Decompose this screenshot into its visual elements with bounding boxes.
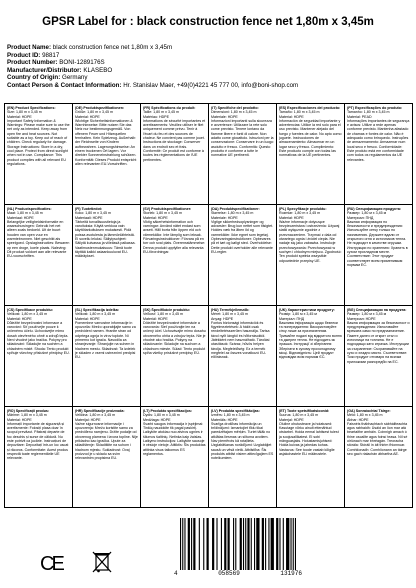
section-heading: (PT) Especificações do produto: xyxy=(347,106,403,110)
section-line: Koko: 1,80 m x 3,45 m xyxy=(75,211,111,216)
ean-barcode xyxy=(178,518,298,570)
section-line: Medžiaga: HDPE xyxy=(143,417,171,422)
meta-row xyxy=(7,67,411,75)
language-section xyxy=(209,104,277,205)
barcode-bar xyxy=(271,518,274,570)
language-section xyxy=(209,205,277,306)
language-sections-grid xyxy=(4,103,413,508)
language-section xyxy=(141,205,209,306)
section-body: Важлива інформація щодо безпеки та попередження: Використовуйте сітку лише за призначенням. Тримайте подалі від відкритого вогню та джерел тепла. Не підходить як іграшка. Інструкції зі зберігання: Зберігати в сухому прохолодному місці. Відповідність: Цей продукт відповідає всім нормам ЄС. xyxy=(279,320,342,360)
section-line: Méret: 1,80 m x 3,45 m xyxy=(211,312,248,317)
barcode-bar xyxy=(188,518,190,570)
section-body: Важна информация за безопасност и предупреждения: Използвайте мрежата само по предназначение. Пазете далеч от открит огън и източници на топлина. Не е подходящо като играчка. Инструкции за съхранение: Съхранявайте на сухо и хладно място. Съответствие: Този продукт отговаря на всички приложими разпоредби на ЕС. xyxy=(347,320,410,364)
page-title: GPSR Label for : black construction fence net 1,80m x 3,45m xyxy=(42,16,374,28)
language-section xyxy=(141,104,209,205)
section-line: Anyag: HDPE xyxy=(211,316,234,321)
section-line: Материал: HDPE xyxy=(347,316,376,321)
section-line: Material: HDPE xyxy=(75,316,100,321)
barcode-bar xyxy=(233,518,234,570)
section-body: Oluline ohutusteave ja hoiatused: Kasutage võrku ainult ettenähtud otstarbel. Hoida eemal lahtisest tulest ja soojusallikatest. Ei sobi mänguasjaks. Hoiustamisjuhised: Hoida kuivas ja jahedas kohas. Vastavus: See toode vastab kõigile asjakohastele ELi määrustele. xyxy=(279,421,339,456)
section-heading: (LV) Produkta specifikācijas: xyxy=(211,409,260,413)
language-section xyxy=(209,407,277,508)
barcode-bar xyxy=(276,518,278,570)
meta-value: black construction fence net 1,80m x 3,45m xyxy=(52,44,173,51)
meta-value: Hr. Stanislav Maer, +49(0)4221 45 777 00, info@boni-shop.com xyxy=(123,81,299,89)
section-body: Informations de sécurité importantes et avertissements: Veuillez utiliser le filet uniquement comme prévu. Tenir à l'écart du feu et des sources de chaleur. Ne convient pas comme jouet. Instructions de stockage: Conserver dans un endroit sec et frais. Conformité: Ce produit est conforme à toutes les réglementations de l'UE pertinentes. xyxy=(143,118,206,162)
section-body: Važne sigurnosne informacije i upozorenja: Mrežu koristite samo za predviđenu namjenu. Držite podalje od otvorenog plamena i izvora topline. Nije prikladno kao igračka. Upute za skladištenje: Skladištite na suhom i hladnom mjestu. Sukladnost: Ovaj proizvod je u skladu sa svim relevantnim propisima EU. xyxy=(75,421,138,461)
meta-label: Product ID: xyxy=(7,51,41,59)
section-body: Wichtige Sicherheitsinformationen & Warnhinweise: Bitte nutzen Sie das Netz nur bestimmungsgemäß. Von offenem Feuer und Hitzequellen fernhalten. Kein Spielzeug. Außerhalb der Reichweite von Kindern aufbewahren. Lagerungshinweise: An einem trockenen Ort lagern. Vor direkter Sonneneinstrahlung schützen. Konformität: Dieses Produkt entspricht allen relevanten EU-Vorschriften. xyxy=(75,118,137,166)
section-line: Material: HDPE xyxy=(7,114,32,119)
section-line: Suurus: 1,80 m x 3,45 m xyxy=(279,413,319,418)
barcode-bar xyxy=(212,518,214,570)
section-heading: (SV) Produktspecifikationer: xyxy=(143,207,192,211)
barcode-bar xyxy=(256,518,259,570)
section-line: Матеріал: ПНД xyxy=(279,316,305,321)
section-line: Materiāls: HDPE xyxy=(211,417,238,422)
section-line: Tamaño: 1,80 m x 3,45 m xyxy=(279,110,320,115)
barcode-bar xyxy=(279,518,280,570)
barcode-digits xyxy=(174,570,302,577)
barcode-bar xyxy=(216,518,217,570)
section-heading: (RU) Спецификация продукта: xyxy=(347,207,402,211)
barcode-bar xyxy=(182,518,183,570)
section-line: Dimensioni: 1,80 m x 3,45 m xyxy=(211,110,257,115)
section-heading: (IT) Specifiche del prodotto: xyxy=(211,106,259,110)
language-section xyxy=(73,104,141,205)
section-body: Información de seguridad importante y advertencias: Utilice la red solo para el uso previsto. Mantener alejado del fuego y fuentes de calor. No apto como juguete. Instrucciones de almacenamiento: Almacenar en un lugar seco y fresco. Cumplimiento: Este producto cumple con todas las normativas de la UE pertinentes. xyxy=(279,118,342,158)
section-heading: (FI) Tuotetiedot: xyxy=(75,207,103,211)
barcode-bar xyxy=(221,518,222,570)
section-heading: (DE) Produktspezifikationen: xyxy=(75,106,125,110)
meta-value: KLASEBO xyxy=(83,66,113,74)
language-section xyxy=(277,407,345,508)
section-line: Materiał: HDPE xyxy=(279,215,304,220)
section-body: Faisnéis thábhachtach sábháilteachta agus rabhaidh: Úsáid an líon mar atá beartaithe amháin. Coinnigh amach ó thine oscailte agus foinsí teasa. Níl sé oiriúnach mar bhréagán. Treoracha stórála: Stóráil in áit thirim fhionnuar. Comhlíonadh: Comhlíonann an táirge seo gach rialachán ábhartha AE. xyxy=(347,421,408,456)
section-heading: (FR) Spécifications du produit: xyxy=(143,106,196,110)
barcode-bar xyxy=(193,518,195,570)
meta-row xyxy=(7,44,411,52)
barcode-bar xyxy=(180,518,181,570)
section-line: Méid: 1,80 m x 3,45 m xyxy=(347,413,383,418)
section-line: Izmērs: 1,80 m x 3,45 m xyxy=(211,413,250,418)
language-section xyxy=(141,407,209,508)
section-line: Materiaali: HDPE xyxy=(75,215,103,220)
section-body: Svarbi saugos informacija ir įspėjimai: Tinklą naudokite tik pagal paskirtį. Laikykite atokiau nuo atviros ugnies ir šilumos šaltinių. Netinka kaip žaislas. Laikymo instrukcijos: Laikykite sausoje ir vėsioje vietoje. Atitiktis: Šis produktas atitinka visus taikomus ES reglamentus. xyxy=(143,421,206,456)
meta-label: Product Number: xyxy=(7,59,58,67)
barcode-bar xyxy=(286,518,289,570)
barcode-bar xyxy=(235,518,236,570)
section-heading: (CS) Specifikace produktu: xyxy=(7,308,53,312)
section-line: Material: HDPE xyxy=(143,215,168,220)
barcode-bar xyxy=(290,518,291,570)
section-line: Größe: 1,80 m x 3,45 m xyxy=(75,110,113,115)
crossed-out-wheelie-bin-icon xyxy=(91,550,113,574)
language-section xyxy=(209,306,277,407)
barcode-bar xyxy=(203,518,204,570)
section-line: Storlek: 1,80 m x 3,45 m xyxy=(143,211,182,216)
section-line: Materiale: HDPE xyxy=(211,114,238,119)
product-meta xyxy=(7,44,411,90)
section-line: Velikost: 1,80 m x 3,45 m xyxy=(75,312,116,317)
language-section xyxy=(345,306,413,407)
section-line: Materijal: HDPE xyxy=(75,417,101,422)
language-section xyxy=(5,205,73,306)
meta-label: Manufacturer/Distributor: xyxy=(7,66,82,74)
barcode-digit-group: 058569 xyxy=(218,570,240,577)
barcode-bar xyxy=(268,518,269,570)
language-section xyxy=(277,104,345,205)
barcode-bar xyxy=(243,518,244,570)
language-section xyxy=(277,205,345,306)
section-heading: (HU) Termékjellemzők: xyxy=(211,308,250,312)
section-line: Material: HDPE xyxy=(279,114,304,119)
section-line: Material: HDPE xyxy=(7,417,32,422)
language-section xyxy=(5,306,73,407)
section-line: Размер: 1,80 м x 3,45 м xyxy=(347,211,387,216)
section-heading: (HR) Specifikacije proizvoda: xyxy=(75,409,125,413)
section-heading: (ES) Especificaciones del producto: xyxy=(279,106,341,110)
meta-label: Country of Origin: xyxy=(7,74,61,82)
section-line: Veľkosť: 1,80 m x 3,45 m xyxy=(143,312,183,317)
section-body: Informazioni importanti sulla sicurezza e avvertenze: Utilizzare la rete solo come previsto. Tenere lontano da fiamme libere e fonti di calore. Non adatto come giocattolo. Istruzioni per la conservazione: Conservare in un luogo asciutto e fresco. Conformità: Questo prodotto è conforme a tutte le normative UE pertinenti. xyxy=(211,118,274,158)
language-section xyxy=(141,306,209,407)
barcode-bar xyxy=(262,518,264,570)
section-line: Mărime: 1,80 m x 3,45 m xyxy=(7,413,47,418)
section-line: Maat: 1,80 m x 3,45 m xyxy=(7,211,43,216)
section-body: Important Safety Information & Warnings: Please make sure to use the net only as intended. Keep away from open fire and heat sources. Not suitable as a toy. Keep out of reach of children. Check regularly for damage. Storage Instructions: Store in a dry, cool place. Protect from direct sunlight when not in use. Compliance: This product complies with all relevant EU regulations. xyxy=(7,118,70,166)
language-section xyxy=(345,205,413,306)
section-body: Belangrijke veiligheidsinformatie en waarschuwingen: Gebruik het net alleen zoals bedoeld. Uit de buurt houden van open vuur en warmtebronnen. Niet geschikt als speelgoed. Opslaginstructies: Bewaren op een droge, koele plaats. Naleving: Dit product voldoet aan alle relevante EU-voorschriften. xyxy=(7,219,70,259)
section-heading: (BG) Спецификации на продукта: xyxy=(347,308,407,312)
barcode-bar xyxy=(228,518,230,570)
section-line: Matériau: HDPE xyxy=(143,114,169,119)
section-line: Materjal: HDPE xyxy=(279,417,304,422)
section-heading: (PL) Specyfikacje produktu: xyxy=(279,207,327,211)
section-body: Dôležité bezpečnostné informácie a varovania: Sieť používajte len na určený účel. Uchovávajte mimo dosahu otvoreného ohňa a zdrojov tepla. Nie je vhodné ako hračka. Pokyny na skladovanie: Skladujte na suchom a chladnom mieste. Súlad: Tento produkt spĺňa všetky príslušné predpisy EÚ. xyxy=(143,320,206,355)
barcode-bar xyxy=(207,518,209,570)
section-line: Materiál: HDPE xyxy=(143,316,168,321)
section-body: Informații importante de siguranță și avertismente: Folosiți plasa doar în scopul prevăzut. Păstrați departe de foc deschis și surse de căldură. Nu este potrivit ca jucărie. Instrucțiuni de depozitare: Depozitați într-un loc uscat și răcoros. Conformitate: Acest produs respectă toate reglementările UE relevante. xyxy=(7,421,69,461)
meta-value: BONI-1289176S xyxy=(59,59,105,67)
section-line: Розмір: 1,80 м x 3,45 м xyxy=(279,312,317,317)
section-heading: (ET) Toote spetsifikatsioonid: xyxy=(279,409,330,413)
section-body: Fontos biztonsági információk és figyelmeztetések: A hálót csak rendeltetésszerűen használja. Tartsa távol nyílt lángtól és hőforrásoktól. Játékként nem használható. Tárolási utasítások: Száraz, hűvös helyen tárolja. Megfelelőség: Ez a termék megfelel az összes vonatkozó EU-előírásnak. xyxy=(211,320,270,360)
language-section xyxy=(345,104,413,205)
section-body: Ważne informacje dotyczące bezpieczeństwa i ostrzeżenia: Używaj siatki wyłącznie zgodnie z przeznaczeniem. Trzymać z dala od otwartego ognia i źródeł ciepła. Nie nadaje się jako zabawka. Instrukcje przechowywania: Przechowywać w suchym i chłodnym miejscu. Zgodność: Ten produkt spełnia wszystkie odpowiednie przepisy UE. xyxy=(279,219,342,263)
section-heading: (EN) Product Specifications: xyxy=(7,106,56,110)
language-section xyxy=(345,407,413,508)
section-body: Pomembne varnostne informacije in opozorila: Mrežo uporabljajte samo za predvideni namen. Hranite stran od odprtega ognja in virov toplote. Ni primerno kot igrača. Navodila za shranjevanje: Shranjujte na suhem in hladnem mestu. Skladnost: Ta izdelek je skladen z vsemi ustreznimi predpisi EU. xyxy=(75,320,136,360)
section-line: Dydis: 1,80 m x 3,45 m xyxy=(143,413,180,418)
language-section xyxy=(73,205,141,306)
meta-label: Contact Person & Contact Information: xyxy=(7,81,122,89)
section-heading: (NL) Productspecificaties: xyxy=(7,207,52,211)
barcode-bar xyxy=(199,518,200,570)
section-heading: (RO) Specificații produs: xyxy=(7,409,50,413)
section-line: Materiaal: HDPE xyxy=(7,215,34,220)
barcode-digit-group: 4 xyxy=(174,570,178,577)
section-body: Важная информация по безопасности и предупреждения: Используйте сетку только по назначению. Держите вдали от открытого огня и источников тепла. Не подходит в качестве игрушки. Инструкции по хранению: Хранить в сухом прохладном месте. Соответствие: Этот продукт соответствует всем применимым нормам ЕС. xyxy=(347,219,408,267)
section-line: Material: PEAD xyxy=(347,114,372,119)
meta-row xyxy=(7,52,411,60)
section-line: Tamanho: 1,80 m x 3,45 m xyxy=(347,110,390,115)
section-heading: (DA) Produktspecifikationer: xyxy=(211,207,260,211)
barcode-bar xyxy=(283,518,284,570)
section-line: Размер: 1,80 м x 3,45 м xyxy=(347,312,387,317)
barcode-bar xyxy=(295,518,296,570)
meta-value: 98817 xyxy=(42,51,60,59)
language-section xyxy=(5,104,73,205)
language-section xyxy=(73,407,141,508)
section-line: Velikost: 1,80 m x 3,45 m xyxy=(7,312,48,317)
meta-row xyxy=(7,82,411,90)
barcode-digit-group: 131976 xyxy=(280,570,302,577)
meta-value: Germany xyxy=(62,74,88,82)
section-body: Viktig säkerhetsinformation och varningar: Använd nätet endast som avsett. Håll borta från öppen eld och värmekällor. Inte lämplig som leksak. Förvaringsinstruktioner: Förvara på en torr och sval plats. Överensstämmelse: Denna produkt uppfyller alla relevanta EU-förordningar. xyxy=(143,219,206,254)
barcode-bar xyxy=(247,518,249,570)
language-section xyxy=(5,407,73,508)
section-body: Důležité bezpečnostní informace a varování: Síť používejte pouze k určenému účelu. Uchovávejte mimo dosah otevřeného ohně a zdrojů tepla. Není vhodné jako hračka. Pokyny pro skladování: Skladujte na suchém a chladném místě. Shoda: Tento produkt splňuje všechny příslušné předpisy EU. xyxy=(7,320,70,355)
barcode-bar xyxy=(245,518,246,570)
barcode-bar xyxy=(251,518,252,570)
barcode-bar xyxy=(224,518,226,570)
barcode-bar xyxy=(254,518,255,570)
section-body: Vigtige sikkerhedsoplysninger og advarsler: Brug kun nettet som tilsigtet. Holdes væk fra åben ild og varmekilder. Ikke egnet som legetøj. Opbevaringsinstruktioner: Opbevares på et tørt og køligt sted. Overholdelse: Dette produkt overholder alle relevante EU-regler. xyxy=(211,219,274,254)
language-section xyxy=(73,306,141,407)
section-line: Størrelse: 1,80 m x 3,45 m xyxy=(211,211,254,216)
meta-row xyxy=(7,74,411,82)
section-heading: (UK) Характеристики продукту: xyxy=(279,308,335,312)
barcode-bar xyxy=(293,518,294,570)
section-line: Материал: ПНД xyxy=(347,215,374,220)
barcode-bar xyxy=(240,518,242,570)
section-body: Informações importantes de segurança e avisos: Utilize a rede apenas conforme previsto. Mantenha afastado de chamas e fontes de calor. Não é adequado como brinquedo. Instruções de armazenamento: Armazenar num local seco e fresco. Conformidade: Este produto está em conformidade com todos os regulamentos da UE relevantes. xyxy=(347,118,410,162)
section-line: Size: 1,80 m x 3,45 m xyxy=(7,110,42,115)
section-heading: (SL) Specifikacija izdelka: xyxy=(75,308,119,312)
section-body: Tärkeitä turvallisuustietoja ja varoituksia: Käytä verkkoa vain käyttötarkoituksen mukaisesti. Pidä poissa avotulesta ja lämmönlähteistä. Ei sovellu leluksi. Säilytysohjeet: Säilytä kuivassa ja viileässä paikassa. Vaatimustenmukaisuus: Tämä tuote täyttää kaikki asiaankuuluvat EU-määräykset. xyxy=(75,219,136,259)
language-section xyxy=(277,306,345,407)
section-body: Svarīga drošības informācija un brīdinājumi: Izmantojiet tīklu tikai paredzētajam mērķim. Turiet tālāk no atklātas liesmas un siltuma avotiem. Nav piemērots kā rotaļlieta. Uzglabāšanas norādījumi: Uzglabājiet sausā un vēsā vietā. Atbilstība: Šis produkts atbilst visiem attiecīgajiem ES noteikumiem. xyxy=(211,421,274,461)
section-heading: (GA) Sonraíochtaí Táirge: xyxy=(347,409,391,413)
section-line: Rozmiar: 1,80 m x 3,45 m xyxy=(279,211,321,216)
section-line: Materiale: HDPE xyxy=(211,215,238,220)
section-line: Veličina: 1,80 m x 3,45 m xyxy=(75,413,116,418)
barcode-bar xyxy=(191,518,192,570)
meta-row xyxy=(7,59,411,67)
barcode-bar xyxy=(184,518,185,570)
section-line: Taille: 1,80 m x 3,45 m xyxy=(143,110,179,115)
ce-mark-icon: CE xyxy=(40,553,62,575)
section-heading: (LT) Produkto specifikacijos: xyxy=(143,409,193,413)
section-line: Material: HDPE xyxy=(75,114,100,119)
barcode-bar xyxy=(265,518,266,570)
section-line: Ábhar: HDPE xyxy=(347,417,369,422)
label-footer xyxy=(4,510,412,584)
meta-label: Product Name: xyxy=(7,44,52,51)
section-heading: (SK) Špecifikácie produktu: xyxy=(143,308,190,312)
section-line: Materiál: HDPE xyxy=(7,316,32,321)
